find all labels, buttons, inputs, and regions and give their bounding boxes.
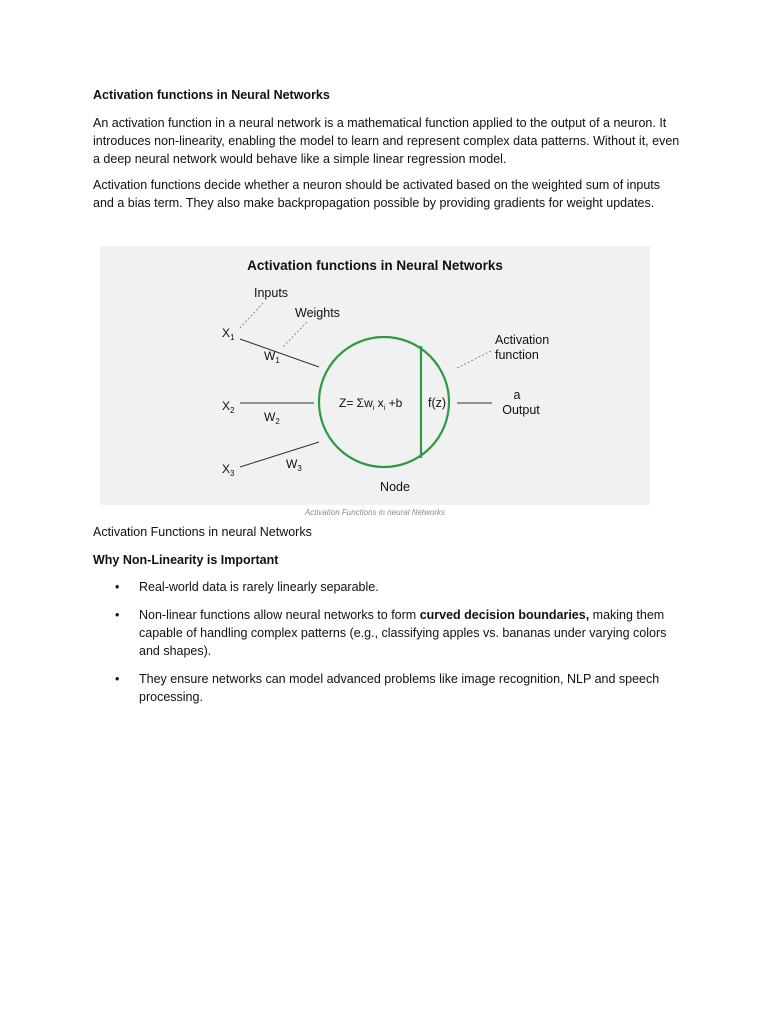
paragraph-activation: Activation functions decide whether a neuron should be activated based on the weighted sum of inputs and a bias term. They also make backpropagation possible by providing gradients for weight updates. — [93, 178, 661, 210]
weight-w1-label: $W_1$ — [264, 349, 280, 365]
input-x3-label: $X_3$ — [222, 462, 235, 478]
post-figure-content — [93, 523, 683, 716]
output-a-label: a — [513, 388, 521, 402]
activation-function-label-line2: function — [495, 348, 539, 362]
bullet-icon: • — [115, 672, 120, 686]
inputs-pointer — [240, 303, 263, 328]
node-label: Node — [380, 480, 410, 494]
list-item — [93, 606, 683, 660]
input-x1-label: $X_1$ — [222, 326, 235, 342]
list-item-text: They ensure networks can model advanced problems like image recognition, NLP and speech processing. — [139, 672, 660, 704]
neural-node-diagram — [100, 246, 650, 505]
list-item-text-post: making them capable of handling complex patterns (e.g., classifying apples vs. bananas under varying colors and shapes). — [139, 608, 667, 658]
weight-w3-label: $W_3$ — [286, 457, 302, 473]
activation-function-label-line1: Activation — [495, 333, 550, 347]
weight-w2-label: $W_2$ — [264, 410, 280, 426]
page-title: Activation functions in Neural Networks — [93, 88, 330, 102]
output-label: Output — [502, 403, 540, 417]
list-item — [93, 578, 683, 596]
figure-title: Activation functions in Neural Networks — [247, 258, 503, 273]
bullet-icon: • — [115, 580, 120, 594]
list-item — [93, 670, 683, 706]
input-x3-edge — [240, 442, 319, 467]
section-heading: Why Non-Linearity is Important — [93, 553, 279, 567]
weights-pointer — [283, 322, 307, 347]
list-item-text-pre: Non-linear functions allow neural networks to form — [139, 608, 420, 622]
bullet-list — [93, 578, 683, 706]
bullet-icon: • — [115, 608, 120, 622]
list-item-emphasis: curved decision boundaries, — [419, 608, 590, 622]
figure-caption: Activation Functions in neural Networks — [304, 508, 446, 517]
inputs-label: Inputs — [254, 286, 289, 300]
figure-label: Activation Functions in neural Networks — [93, 525, 312, 539]
activation-pointer — [457, 351, 491, 368]
paragraph-intro: An activation function in a neural network is a mathematical function applied to the output of a neuron. It introduces non-linearity, enabling the model to learn and represent complex data patterns. Without it, even a deep neural network would behave like a simple linear regression model. — [93, 116, 680, 166]
weighted-sum-formula: $Z= \Sigma w_i$ $x_i +b$ — [339, 396, 403, 412]
input-x2-label: $X_2$ — [222, 399, 235, 415]
list-item-text: Real-world data is rarely linearly separable. — [139, 580, 379, 594]
activation-fz: f(z) — [428, 396, 447, 410]
weights-label: Weights — [295, 306, 340, 320]
neural-node-figure — [100, 246, 650, 505]
document-body — [93, 86, 683, 220]
